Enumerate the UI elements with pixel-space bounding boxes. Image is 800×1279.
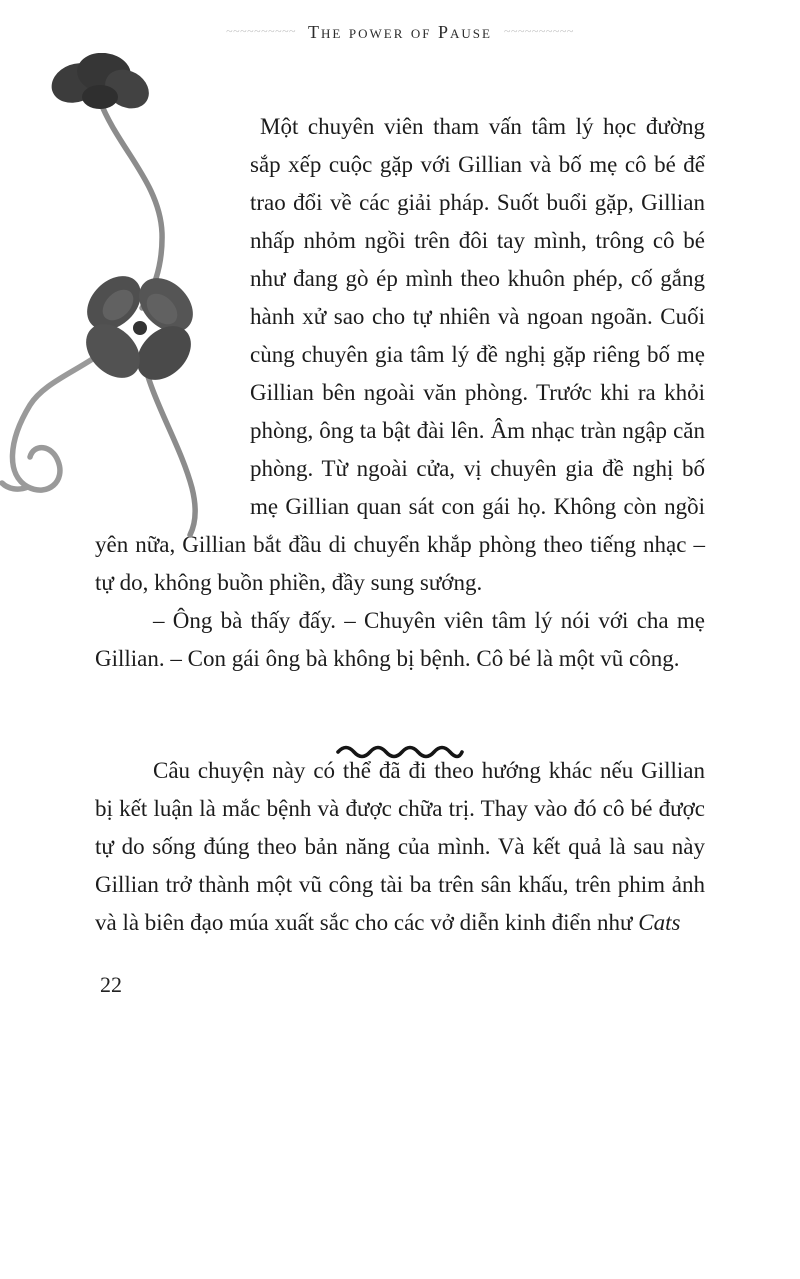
paragraph-dialogue: – Ông bà thấy đấy. – Chuyên viên tâm lý nói với cha mẹ Gillian. – Con gái ông bà không bị bệnh. Cô bé là một vũ công. <box>95 608 705 671</box>
clover-top-flower <box>46 53 156 116</box>
text-block <box>95 108 705 942</box>
page-header <box>95 0 705 48</box>
page-number: 22 <box>100 972 122 997</box>
paragraph-conclusion-text: Câu chuyện này có thể đã đi theo hướng khác nếu Gillian bị kết luận là mắc bệnh và được chữa trị. Thay vào đó cô bé được tự do sống đúng theo bản năng của mình. Và kết quả là sau này Gillian trở thành một vũ công tài ba trên sân khấu, trên phim ảnh và là biên đạo múa xuất sắc cho các vở diễn kinh điển như <box>95 758 705 935</box>
page-title: The power of Pause <box>308 22 492 42</box>
header-ornament-right: ~~~~~~~~~~ <box>503 24 574 38</box>
section-divider <box>95 734 705 752</box>
paragraph-conclusion-italic: Cats <box>638 910 681 935</box>
header-ornament-left: ~~~~~~~~~~ <box>226 24 297 38</box>
clover-illustration-float <box>95 53 250 526</box>
clover-big-leaf <box>76 266 204 391</box>
clover-illustration <box>0 53 250 573</box>
paragraph-story: Một chuyên viên tham vấn tâm lý học đường sắp xếp cuộc gặp với Gillian và bố mẹ cô bé để trao đổi về các giải pháp. Suốt buổi gặp, Gillian nhấp nhỏm ngồi trên đôi tay mình, trông cô bé như đang gò ép mình theo khuôn phép, cố gắng hành xử sao cho tự nhiên và ngoan ngoãn. Cuối cùng chuyên gia tâm lý đề nghị gặp riêng bố mẹ Gillian bên ngoài văn phòng. Trước khi ra khỏi phòng, ông ta bật đài lên. Âm nhạc tràn ngập căn phòng. Từ ngoài cửa, vị chuyên gia đề nghị bố mẹ Gillian quan sát con gái họ. Không còn ngồi yên nữa, Gillian bắt đầu di chuyển khắp phòng theo tiếng nhạc – tự do, không buồn phiền, đầy sung sướng. <box>95 114 705 595</box>
paragraph-conclusion <box>95 752 705 942</box>
page-footer <box>95 972 705 998</box>
